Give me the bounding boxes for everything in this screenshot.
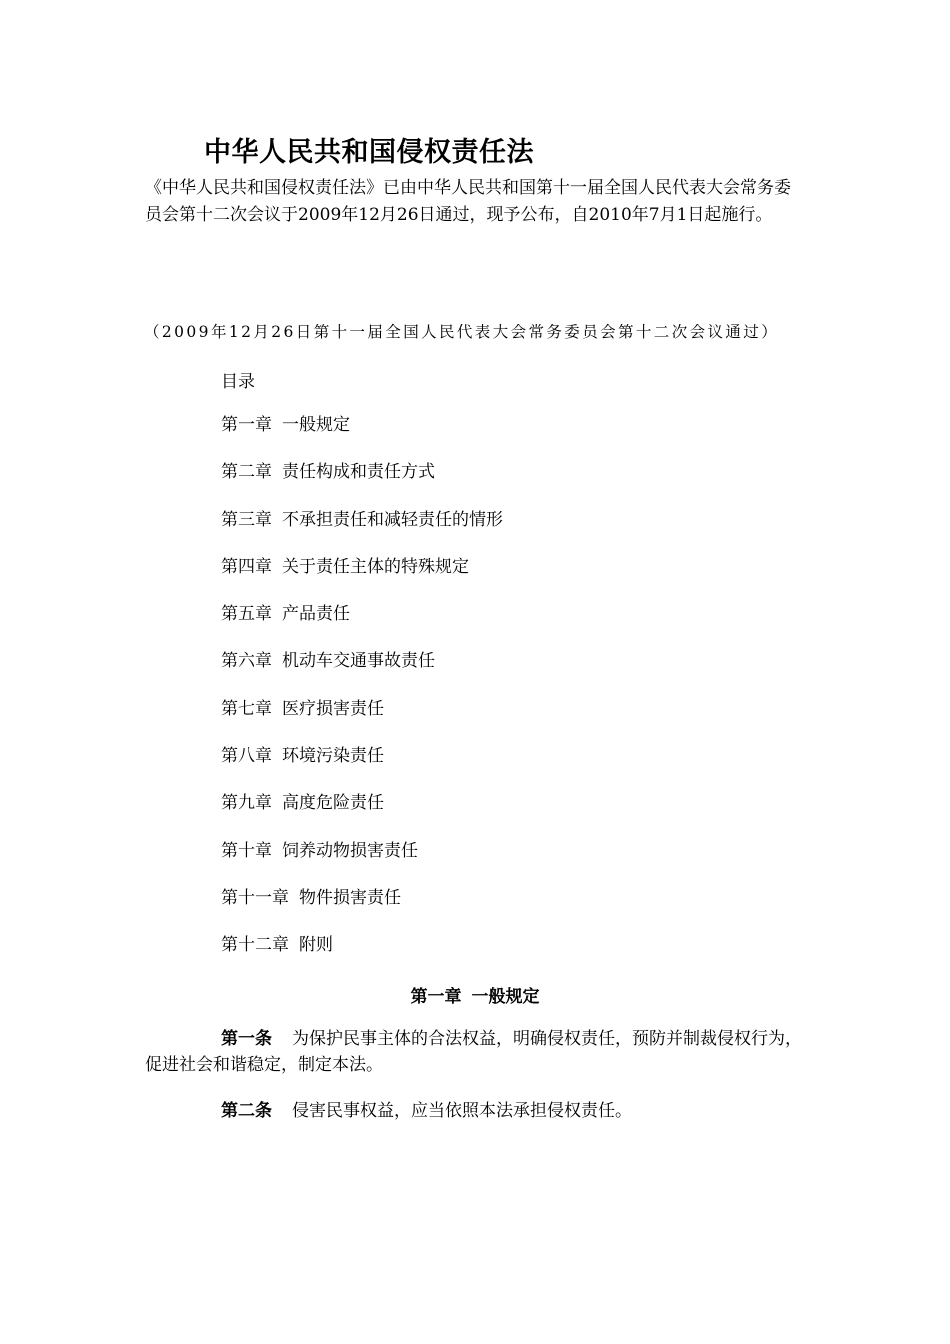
toc-chapter-number: 第二章 — [221, 462, 272, 483]
chapter-heading — [0, 982, 950, 1007]
toc-chapter-title: 责任构成和责任方式 — [282, 462, 435, 483]
toc-chapter-number: 第十章 — [221, 840, 272, 861]
article-number: 第二条 — [221, 1101, 272, 1121]
toc-chapter-title: 一般规定 — [282, 415, 350, 435]
document-title: 中华人民共和国侵权责任法 — [204, 137, 534, 168]
toc-chapter-title: 环境污染责任 — [282, 746, 384, 767]
toc-chapter-title: 物件损害责任 — [299, 887, 401, 908]
toc-item — [221, 887, 503, 934]
toc-item — [221, 461, 503, 508]
toc-chapter-title: 关于责任主体的特殊规定 — [282, 556, 469, 577]
toc-item — [221, 509, 503, 556]
toc-chapter-number: 第八章 — [221, 746, 272, 767]
article-2 — [145, 1098, 809, 1124]
toc-item — [221, 698, 503, 745]
toc-chapter-title: 机动车交通事故责任 — [282, 651, 435, 672]
toc-chapter-number: 第十二章 — [221, 935, 289, 956]
chapter-number: 第一章 — [410, 987, 462, 1007]
article-number: 第一条 — [221, 1029, 272, 1049]
table-of-contents — [221, 414, 503, 982]
toc-chapter-title: 不承担责任和减轻责任的情形 — [282, 509, 503, 530]
toc-heading: 目录 — [221, 372, 255, 392]
toc-chapter-title: 医疗损害责任 — [282, 698, 384, 719]
chapter-title: 一般规定 — [471, 987, 540, 1007]
toc-item — [221, 650, 503, 697]
toc-chapter-number: 第四章 — [221, 556, 272, 577]
toc-chapter-number: 第六章 — [221, 651, 272, 672]
toc-item — [221, 840, 503, 887]
article-text: 为保护民事主体的合法权益，明确侵权责任，预防并制裁侵权行为，促进社会和谐稳定，制定本法。 — [145, 1029, 802, 1075]
toc-item — [221, 745, 503, 792]
toc-chapter-title: 附则 — [299, 935, 333, 956]
article-1 — [145, 1026, 809, 1078]
toc-item — [221, 934, 503, 981]
article-text: 侵害民事权益，应当依照本法承担侵权责任。 — [292, 1101, 632, 1121]
adoption-note: （2009年12月26日第十一届全国人民代表大会常务委员会第十二次会议通过） — [144, 323, 780, 341]
toc-chapter-number: 第一章 — [221, 415, 272, 435]
toc-item — [221, 414, 503, 461]
toc-chapter-title: 高度危险责任 — [282, 793, 384, 814]
toc-item — [221, 603, 503, 650]
toc-chapter-number: 第三章 — [221, 509, 272, 530]
toc-chapter-number: 第九章 — [221, 793, 272, 814]
toc-chapter-number: 第七章 — [221, 698, 272, 719]
toc-item — [221, 556, 503, 603]
toc-item — [221, 792, 503, 839]
toc-chapter-number: 第五章 — [221, 604, 272, 625]
toc-chapter-title: 产品责任 — [282, 604, 350, 625]
toc-chapter-number: 第十一章 — [221, 887, 289, 908]
toc-chapter-title: 饲养动物损害责任 — [282, 840, 418, 861]
promulgation-notice: 《中华人民共和国侵权责任法》已由中华人民共和国第十一届全国人民代表大会常务委员会第十二次会议于2009年12月26日通过，现予公布，自2010年7月1日起施行。 — [145, 178, 791, 225]
